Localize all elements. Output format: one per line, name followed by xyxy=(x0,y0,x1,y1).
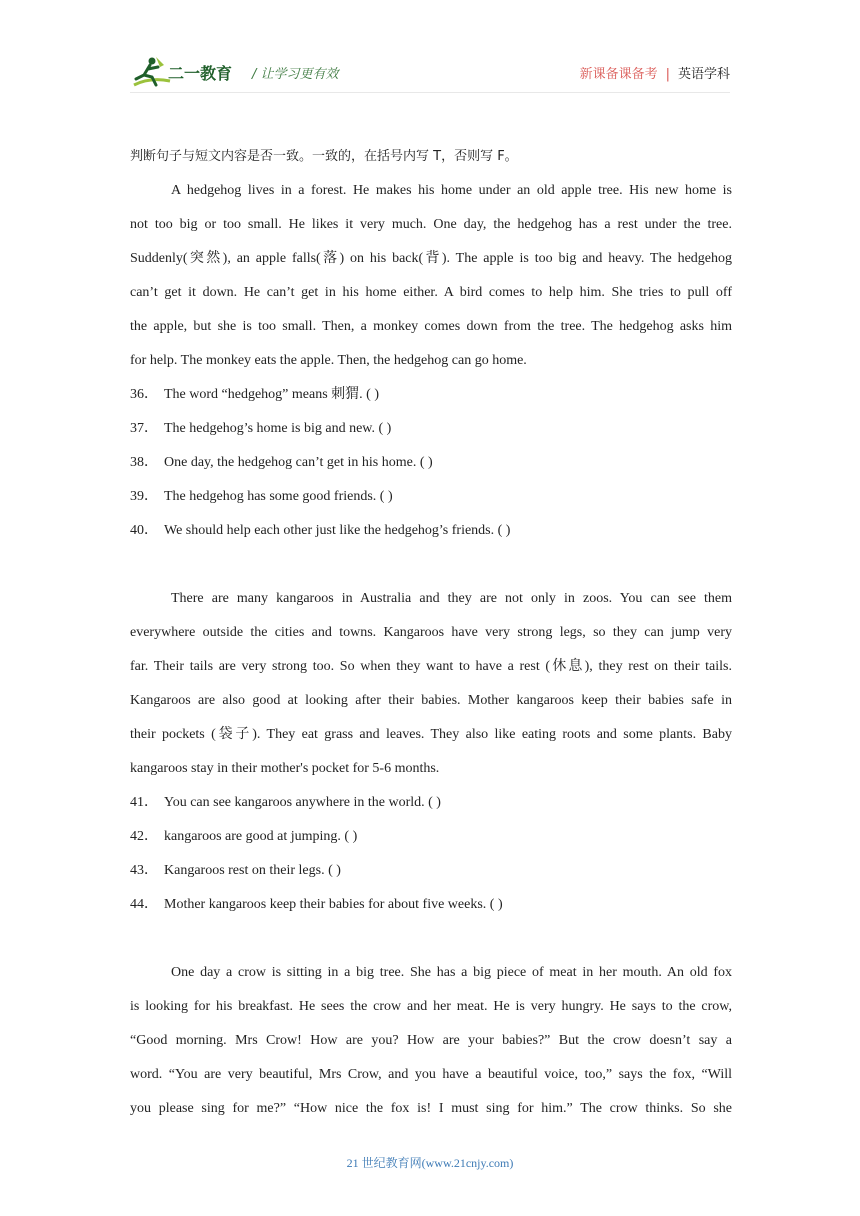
passage1-line: for help. The monkey eats the apple. Then, the hedgehog can go home. xyxy=(130,353,527,368)
question-item xyxy=(130,480,732,514)
header-separator: | xyxy=(665,67,670,82)
logo-text: 二一教育 xyxy=(168,64,233,83)
question-text: We should help each other just like the hedgehog’s friends. ( ) xyxy=(164,523,511,538)
header-subject-label: 英语学科 xyxy=(677,67,730,82)
passage1-line: Suddenly(突然), an apple falls(落) on his back(背). The apple is too big and heavy. The hedgehog xyxy=(130,251,732,266)
passage3-line: “Good morning. Mrs Crow! How are you? How are your babies?” But the crow doesn’t say a xyxy=(130,1033,732,1048)
question-text: The hedgehog has some good friends. ( ) xyxy=(164,489,393,504)
question-item xyxy=(130,820,732,854)
passage1-line: A hedgehog lives in a forest. He makes his home under an old apple tree. His new home is xyxy=(171,183,732,198)
question-number: 38． xyxy=(130,455,158,470)
question-number: 39． xyxy=(130,489,158,504)
passage2-line: There are many kangaroos in Australia and they are not only in zoos. You can see them xyxy=(171,591,732,606)
passage2-line: their pockets (袋子). They eat grass and leaves. They also like eating roots and some plants. Baby xyxy=(130,727,732,742)
question-text: The word “hedgehog” means 刺猬. ( ) xyxy=(164,387,379,402)
passage1-line: not too big or too small. He likes it very much. One day, the hedgehog has a rest under the tree. xyxy=(130,217,732,232)
passage2-line: far. Their tails are very strong too. So when they want to have a rest (休息), they rest on their tails. xyxy=(130,659,732,674)
question-item xyxy=(130,446,732,480)
question-number: 36． xyxy=(130,387,158,402)
passage3-line: is looking for his breakfast. He sees the crow and her meat. He is very hungry. He says to the crow, xyxy=(130,999,732,1014)
question-number: 40． xyxy=(130,523,158,538)
question-text: The hedgehog’s home is big and new. ( ) xyxy=(164,421,392,436)
page-header xyxy=(130,55,730,95)
question-text: One day, the hedgehog can’t get in his home. ( ) xyxy=(164,455,433,470)
passage2-line: Kangaroos are also good at looking after their babies. Mother kangaroos keep their babies safe in xyxy=(130,693,732,708)
passage1-line: can’t get it down. He can’t get in his home either. A bird comes to help him. She tries to pull off xyxy=(130,285,732,300)
passage3-line: word. “You are very beautiful, Mrs Crow, and you have a beautiful voice, too,” says the fox, “Will xyxy=(130,1067,732,1082)
question-text: Kangaroos rest on their legs. ( ) xyxy=(164,863,341,878)
header-subject xyxy=(580,63,730,82)
question-number: 41． xyxy=(130,795,158,810)
passage2-line: everywhere outside the cities and towns. Kangaroos have very strong legs, so they can jump very xyxy=(130,625,732,640)
passage1-line: the apple, but she is too small. Then, a monkey comes down from the tree. The hedgehog asks him xyxy=(130,319,732,334)
passage3-line: One day a crow is sitting in a big tree. She has a big piece of meat in her mouth. An old fox xyxy=(171,965,732,980)
passage3-line: you please sing for me?” “How nice the fox is! I must sing for him.” The crow thinks. So she xyxy=(130,1101,732,1116)
spacer xyxy=(130,922,732,956)
question-number: 44． xyxy=(130,897,158,912)
passage2-line: kangaroos stay in their mother's pocket for 5-6 months. xyxy=(130,761,440,776)
question-text: Mother kangaroos keep their babies for about five weeks. ( ) xyxy=(164,897,503,912)
header-divider xyxy=(130,92,730,93)
instruction: 判断句子与短文内容是否一致。一致的，在括号内写 T，否则写 F。 xyxy=(130,149,518,164)
question-item xyxy=(130,786,732,820)
header-tagline: 新课备课备考 xyxy=(579,67,658,82)
document-body xyxy=(130,140,732,1126)
question-item xyxy=(130,378,732,412)
question-number: 37． xyxy=(130,421,158,436)
question-text: kangaroos are good at jumping. ( ) xyxy=(164,829,358,844)
question-number: 42． xyxy=(130,829,158,844)
question-item xyxy=(130,854,732,888)
question-item xyxy=(130,412,732,446)
question-item xyxy=(130,888,732,922)
spacer xyxy=(130,548,732,582)
question-item xyxy=(130,514,732,548)
question-number: 43． xyxy=(130,863,158,878)
slogan: / 让学习更有效 xyxy=(252,67,339,82)
question-text: You can see kangaroos anywhere in the world. ( ) xyxy=(164,795,441,810)
page-footer: 21 世纪教育网(www.21cnjy.com) xyxy=(346,1156,514,1170)
